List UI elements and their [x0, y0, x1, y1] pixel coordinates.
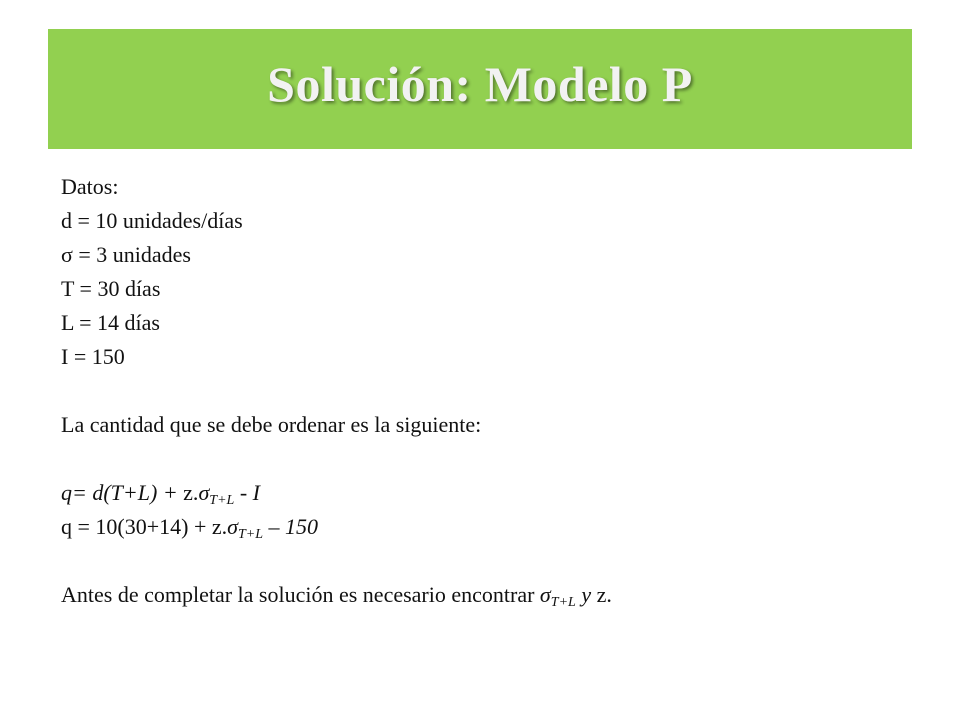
formula-substituted — [61, 510, 921, 544]
spacer — [61, 374, 921, 408]
intro-text: La cantidad que se debe ordenar es la siguiente: — [61, 412, 482, 437]
formula-substituted-part-c: – 150 — [263, 514, 319, 539]
conclusion-part-b: y — [575, 582, 592, 607]
conclusion-text — [61, 578, 921, 612]
formula-general-subscript: T+L — [209, 493, 235, 508]
spacer — [61, 544, 921, 578]
data-line-inventory: I = 150 — [61, 344, 125, 369]
formula-general — [61, 476, 921, 510]
conclusion-part-c: z. — [591, 582, 612, 607]
data-line-period: T = 30 días — [61, 276, 161, 301]
formula-general-part-b: z. — [183, 480, 199, 505]
conclusion-subscript: T+L — [550, 595, 576, 610]
data-line-sigma: σ = 3 unidades — [61, 242, 191, 267]
conclusion-sigma: σ — [539, 582, 551, 607]
formula-general-part-c: - I — [234, 480, 260, 505]
slide-body — [61, 170, 921, 612]
spacer — [61, 442, 921, 476]
conclusion-part-a: Antes de completar la solución es necesario encontrar — [61, 582, 540, 607]
slide-title: Solución: Modelo P — [267, 56, 693, 112]
formula-general-part-a: q= d(T+L) + — [61, 480, 184, 505]
data-line-demand: d = 10 unidades/días — [61, 208, 243, 233]
formula-substituted-part-a: q = 10(30+14) + z. — [61, 514, 228, 539]
title-bar — [48, 29, 912, 149]
data-line-leadtime: L = 14 días — [61, 310, 160, 335]
formula-substituted-subscript: T+L — [238, 527, 264, 542]
data-heading: Datos: — [61, 174, 119, 199]
formula-general-sigma: σ — [198, 480, 210, 505]
formula-substituted-sigma: σ — [227, 514, 238, 539]
